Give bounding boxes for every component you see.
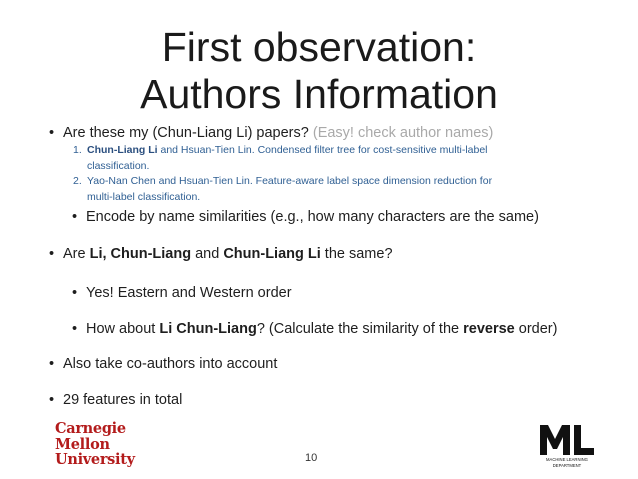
title-line-2: Authors Information [140, 71, 498, 117]
svg-text:DEPARTMENT: DEPARTMENT [552, 463, 582, 468]
reference-item-2: 2. Yao-Nan Chen and Hsuan-Tien Lin. Feature-aware label space dimension reduction for multi-label classification. [73, 175, 493, 203]
bullet-yes: • Yes! Eastern and Western order [72, 285, 292, 301]
bullet-dot: • [49, 246, 55, 262]
bullet-same-name: • Are Li, Chun-Liang and Chun-Liang Li the same? [49, 246, 393, 262]
page-number: 10 [305, 452, 318, 464]
ml-department-logo [536, 419, 598, 469]
reference-item-1: 1. Chun-Liang Li and Hsuan-Tien Lin. Condensed filter tree for cost-sensitive multi-label classification. [73, 144, 488, 172]
bullet-coauthors: • Also take co-authors into account [49, 356, 278, 372]
cmu-logo: Carnegie Mellon University [55, 420, 135, 468]
bullet-features: • 29 features in total [49, 392, 183, 408]
reference-author-highlight: Chun-Liang Li [87, 144, 158, 156]
bullet-how-about: • How about Li Chun-Liang? (Calculate the similarity of the reverse order) [72, 321, 558, 337]
bullet-dot: • [49, 356, 55, 372]
question-text: Are these my (Chun-Liang Li) papers? [63, 125, 309, 141]
bullet-dot: • [49, 125, 55, 141]
title-line-1: First observation: [161, 24, 477, 70]
bullet-dot: • [72, 209, 78, 225]
bullet-dot: • [72, 285, 78, 301]
question-hint: (Easy! check author names) [312, 125, 494, 141]
bullet-encode: • Encode by name similarities (e.g., how many characters are the same) [72, 209, 539, 225]
bullet-dot: • [49, 392, 55, 408]
svg-text:MACHINE LEARNING: MACHINE LEARNING [546, 457, 588, 462]
reference-list [73, 143, 492, 205]
slide-title [0, 24, 638, 118]
bullet-dot: • [72, 321, 78, 337]
bullet-question-papers [49, 125, 494, 141]
